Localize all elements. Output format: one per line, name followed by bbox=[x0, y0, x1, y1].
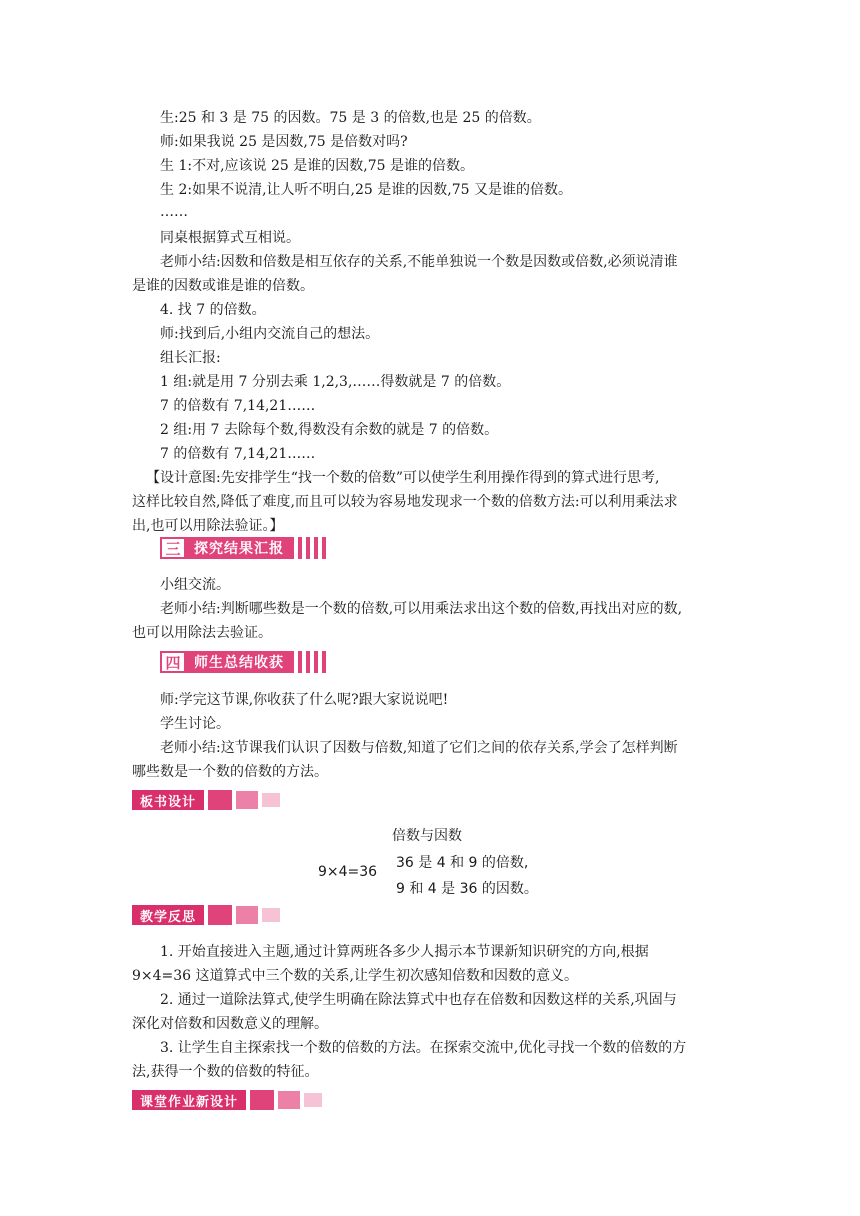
board-title: 倍数与因数 bbox=[392, 828, 462, 844]
design-intent-line: 出,也可以用除法验证。】 bbox=[132, 518, 284, 534]
text-line: 1. 开始直接进入主题,通过计算两班各多少人揭示本节课新知识研究的方向,根据 bbox=[160, 944, 649, 960]
ellipsis-line: …… bbox=[160, 204, 188, 220]
section-label: 教学反思 bbox=[132, 905, 204, 925]
text-line: 7 的倍数有 7,14,21…… bbox=[160, 398, 316, 414]
text-line: 生:25 和 3 是 75 的因数。75 是 3 的倍数,也是 25 的倍数。 bbox=[160, 110, 541, 126]
text-line: 师:如果我说 25 是因数,75 是倍数对吗? bbox=[160, 134, 408, 150]
text-line: 师:学完这节课,你收获了什么呢?跟大家说说吧! bbox=[160, 692, 449, 708]
board-line-multiple: 36 是 4 和 9 的倍数, bbox=[396, 855, 529, 871]
section-label: 板书设计 bbox=[132, 790, 204, 810]
text-line: 生 1:不对,应该说 25 是谁的因数,75 是谁的倍数。 bbox=[160, 158, 474, 174]
board-summary bbox=[396, 850, 546, 904]
text-line: 师:找到后,小组内交流自己的想法。 bbox=[160, 326, 380, 342]
section-label: 课堂作业新设计 bbox=[132, 1090, 246, 1110]
text-line: 生 2:如果不说清,让人听不明白,25 是谁的因数,75 又是谁的倍数。 bbox=[160, 182, 572, 198]
text-line: 1 组:就是用 7 分别去乘 1,2,3,……得数就是 7 的倍数。 bbox=[160, 374, 511, 390]
section-title: 师生总结收获 bbox=[186, 651, 294, 673]
section-heading-3 bbox=[160, 537, 330, 559]
text-line: 深化对倍数和因数意义的理解。 bbox=[132, 1016, 328, 1032]
text-line: 老师小结:因数和倍数是相互依存的关系,不能单独说一个数是因数或倍数,必须说清谁 bbox=[160, 254, 678, 270]
section-title: 探究结果汇报 bbox=[186, 537, 294, 559]
text-line: 同桌根据算式互相说。 bbox=[160, 230, 300, 246]
text-line: 老师小结:这节课我们认识了因数与倍数,知道了它们之间的依存关系,学会了怎样判断 bbox=[160, 740, 678, 756]
text-line: 2. 通过一道除法算式,使学生明确在除法算式中也存在倍数和因数这样的关系,巩固与 bbox=[160, 992, 677, 1008]
text-line: 学生讨论。 bbox=[160, 716, 230, 732]
text-line: 4. 找 7 的倍数。 bbox=[160, 302, 266, 318]
text-line: 7 的倍数有 7,14,21…… bbox=[160, 446, 316, 462]
heading-stripes bbox=[298, 651, 330, 673]
text-line: 老师小结:判断哪些数是一个数的倍数,可以用乘法求出这个数的倍数,再找出对应的数, bbox=[160, 601, 683, 617]
homework-heading bbox=[132, 1090, 322, 1110]
board-equation: 9×4=36 bbox=[318, 864, 378, 880]
reflection-heading bbox=[132, 905, 280, 925]
design-intent-line: 这样比较自然,降低了难度,而且可以较为容易地发现求一个数的倍数方法:可以利用乘法求 bbox=[132, 494, 678, 510]
design-intent-line: 【设计意图:先安排学生“找一个数的倍数”可以使学生利用操作得到的算式进行思考, bbox=[146, 470, 660, 486]
text-line: 组长汇报: bbox=[160, 350, 221, 366]
text-line: 哪些数是一个数的倍数的方法。 bbox=[132, 764, 328, 780]
text-line: 小组交流。 bbox=[160, 577, 230, 593]
board-design-heading bbox=[132, 790, 280, 810]
heading-stripes bbox=[298, 537, 330, 559]
board-line-factor: 9 和 4 是 36 的因数。 bbox=[396, 881, 538, 897]
text-line: 3. 让学生自主探索找一个数的倍数的方法。在探索交流中,优化寻找一个数的倍数的方 bbox=[160, 1040, 687, 1056]
section-number: 三 bbox=[160, 537, 186, 559]
section-heading-4 bbox=[160, 651, 330, 673]
text-line: 也可以用除法去验证。 bbox=[132, 625, 272, 641]
text-line: 9×4=36 这道算式中三个数的关系,让学生初次感知倍数和因数的意义。 bbox=[132, 968, 578, 984]
section-number: 四 bbox=[160, 651, 186, 673]
text-line: 法,获得一个数的倍数的特征。 bbox=[132, 1064, 319, 1080]
text-line: 是谁的因数或谁是谁的倍数。 bbox=[132, 278, 314, 294]
text-line: 2 组:用 7 去除每个数,得数没有余数的就是 7 的倍数。 bbox=[160, 422, 499, 438]
